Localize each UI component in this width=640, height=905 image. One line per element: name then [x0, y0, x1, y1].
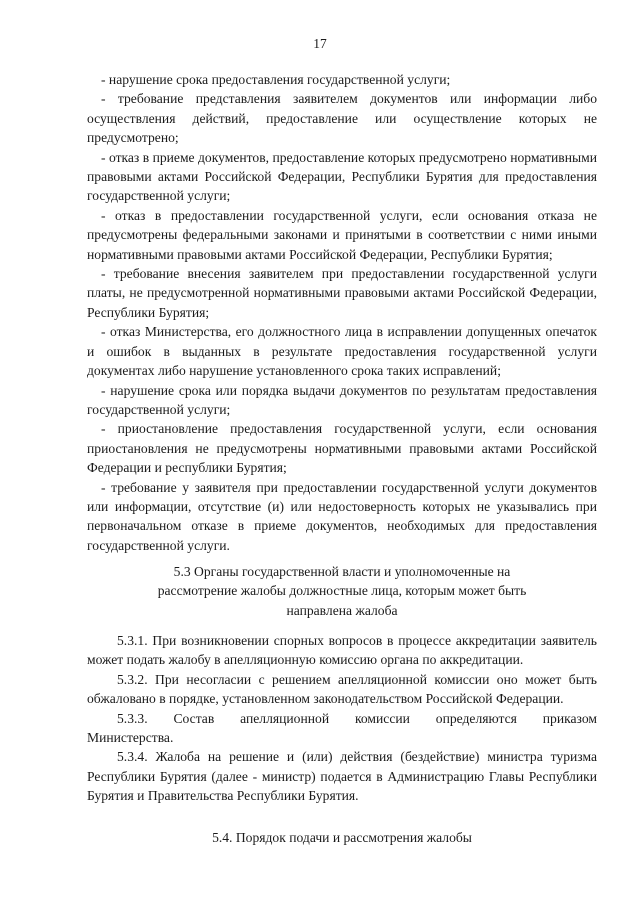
- list-item: - нарушение срока предоставления государственной услуги;: [101, 72, 451, 87]
- heading-line: 5.3 Органы государственной власти и уполномоченные на: [173, 564, 511, 579]
- list-item: - приостановление предоставления государственной услуги, если основания приостановления не предусмотрены нормативными правовыми актами Российской Федерации и республики Бурятия;: [87, 421, 597, 476]
- word: комиссии: [354, 710, 410, 726]
- section-heading-5-3: [87, 562, 597, 620]
- list-item: - отказ в предоставлении государственной услуги, если основания отказа не предусмотрены федеральными законами и принятыми в соответствии с ними иными нормативными правовыми актами Российской Федерации, Республики Бурятия;: [87, 207, 597, 262]
- paragraph-5-3-1: 5.3.1. При возникновении спорных вопросов в процессе аккредитации заявитель может подать жалобу в апелляционную комиссию органа по аккредитации.: [87, 633, 597, 668]
- list-item: - требование представления заявителем документов или информации либо осуществления действий, предоставление или осуществление которых не предусмотрено;: [87, 91, 597, 146]
- paragraph-5-3-3-tail: Министерства.: [87, 730, 174, 746]
- list-item: - требование внесения заявителем при предоставлении государственной услуги платы, не предусмотренной нормативными правовыми актами Российской Федерации, Республики Бурятия;: [87, 266, 597, 320]
- list-item: - отказ Министерства, его должностного лица в исправлении допущенных опечаток и ошибок в выданных в результате предоставления государственной услуги документах либо нарушение установленного срока таких исправлений;: [87, 324, 597, 379]
- paragraph-5-3-3-line: [87, 709, 597, 728]
- page-number: 17: [313, 36, 327, 51]
- paragraph-5-3-3: [87, 709, 597, 748]
- paragraph-5-3-2: 5.3.2. При несогласии с решением апелляционной комиссии оно может быть обжаловано в порядке, установленном законодательством Российской Федерации.: [87, 671, 597, 707]
- section-5-3-body: [87, 631, 597, 806]
- paragraph-5-3-4: 5.3.4. Жалоба на решение и (или) действия (бездействие) министра туризма Республики Бурятия (далее - министр) подается в Администрацию Главы Республики Бурятия и Правительства Республики Бурятия.: [87, 749, 597, 804]
- word: 5.3.3.: [117, 710, 148, 726]
- heading-line: рассмотрение жалобы должностные лица, которым может быть: [157, 583, 527, 599]
- list-item: - требование у заявителя при предоставлении государственной услуги документов или информации, отсутствие (и) или недостоверность которых не указывались при первоначальном отказе в приеме документов, необходимых для предоставления государственной услуги.: [87, 479, 597, 553]
- list-item: - отказ в приеме документов, предоставление которых предусмотрено нормативными правовыми актами Российской Федерации, Республики Бурятия для предоставления государственной услуги;: [87, 149, 597, 204]
- word: Состав: [173, 710, 215, 726]
- word: апелляционной: [240, 710, 330, 726]
- section-heading-5-4: 5.4. Порядок подачи и рассмотрения жалобы: [212, 830, 472, 845]
- word: приказом: [542, 710, 597, 726]
- violations-list: [87, 70, 597, 555]
- word: определяются: [435, 710, 517, 726]
- list-item: - нарушение срока или порядка выдачи документов по результатам предоставления государственной услуги;: [87, 382, 597, 417]
- heading-line: направлена жалоба: [286, 602, 398, 618]
